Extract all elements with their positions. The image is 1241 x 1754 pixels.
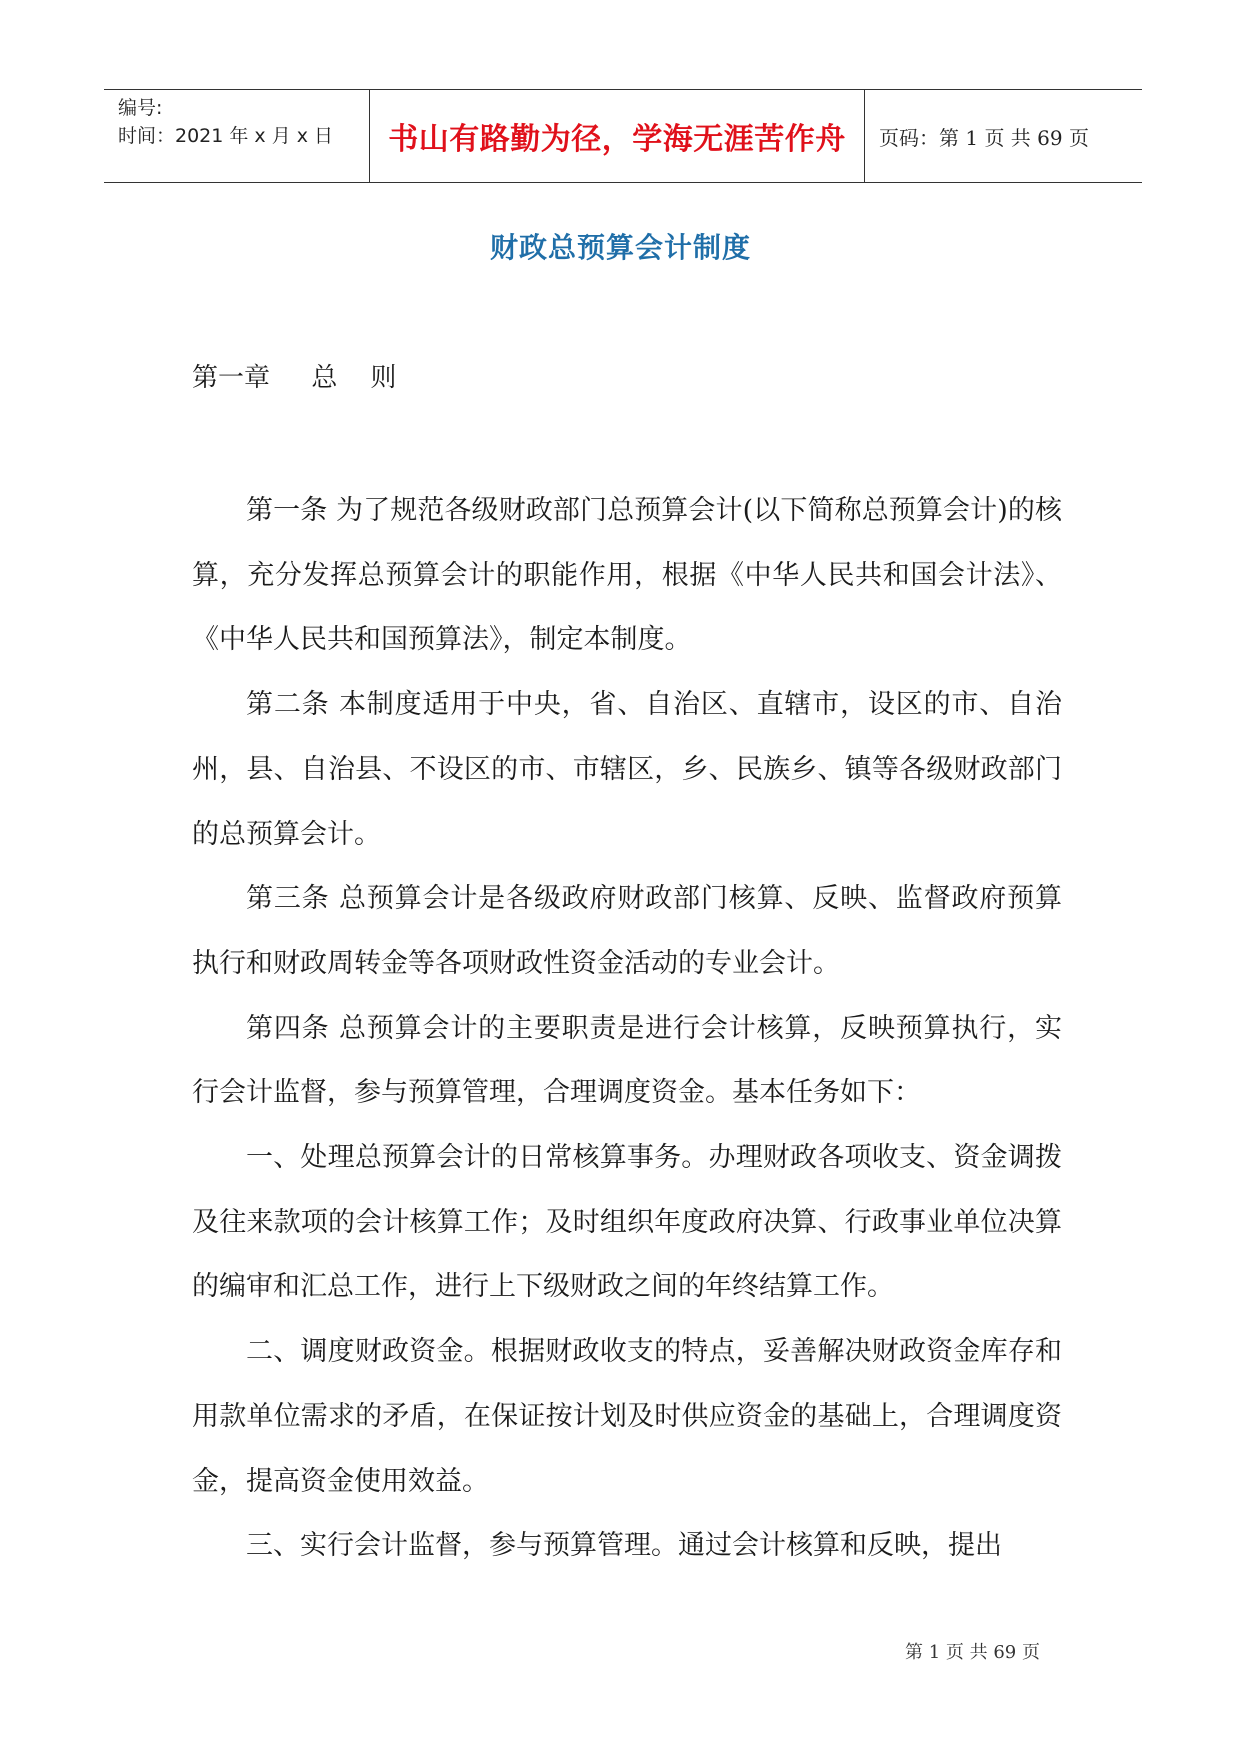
article-2-paragraph: 第二条 本制度适用于中央，省、自治区、直辖市，设区的市、自治州，县、自治县、不设区的市、市辖区，乡、民族乡、镇等各级财政部门的总预算会计。 (192, 689, 1062, 850)
task-1-paragraph: 一、处理总预算会计的日常核算事务。办理财政各项收支、资金调拨及往来款项的会计核算工作；及时组织年度政府决算、行政事业单位决算的编审和汇总工作，进行上下级财政之间的年终结算工作。 (192, 1142, 1062, 1303)
document-header (104, 89, 1142, 183)
header-motto-cell (370, 90, 865, 182)
task-2-paragraph: 二、调度财政资金。根据财政收支的特点，妥善解决财政资金库存和用款单位需求的矛盾，在保证按计划及时供应资金的基础上，合理调度资金，提高资金使用效益。 (192, 1336, 1062, 1497)
document-body (192, 479, 1062, 1579)
chapter-heading: 第一章 总 则 (192, 363, 397, 393)
motto-text: 书山有路勤为径，学海无涯苦作舟 (388, 122, 846, 157)
header-meta-cell (104, 90, 370, 182)
article-1-paragraph: 第一条 为了规范各级财政部门总预算会计(以下简称总预算会计)的核算，充分发挥总预算会计的职能作用，根据《中华人民共和国会计法》、《中华人民共和国预算法》，制定本制度。 (192, 495, 1062, 656)
header-page-label: 页码：第 1 页 共 69 页 (879, 125, 1089, 150)
header-page-cell (865, 90, 1142, 182)
article-4-paragraph: 第四条 总预算会计的主要职责是进行会计核算，反映预算执行，实行会计监督，参与预算管理，合理调度资金。基本任务如下： (192, 1012, 1062, 1109)
article-3-paragraph: 第三条 总预算会计是各级政府财政部门核算、反映、监督政府预算执行和财政周转金等各项财政性资金活动的专业会计。 (192, 883, 1062, 979)
task-3-paragraph: 三、实行会计监督，参与预算管理。通过会计核算和反映，提出 (246, 1530, 1002, 1562)
document-title: 财政总预算会计制度 (489, 231, 751, 264)
time-label: 时间：2021 年 x 月 x 日 (118, 125, 334, 147)
page-footer: 第 1 页 共 69 页 (905, 1642, 1040, 1663)
number-label: 编号: (118, 97, 163, 119)
